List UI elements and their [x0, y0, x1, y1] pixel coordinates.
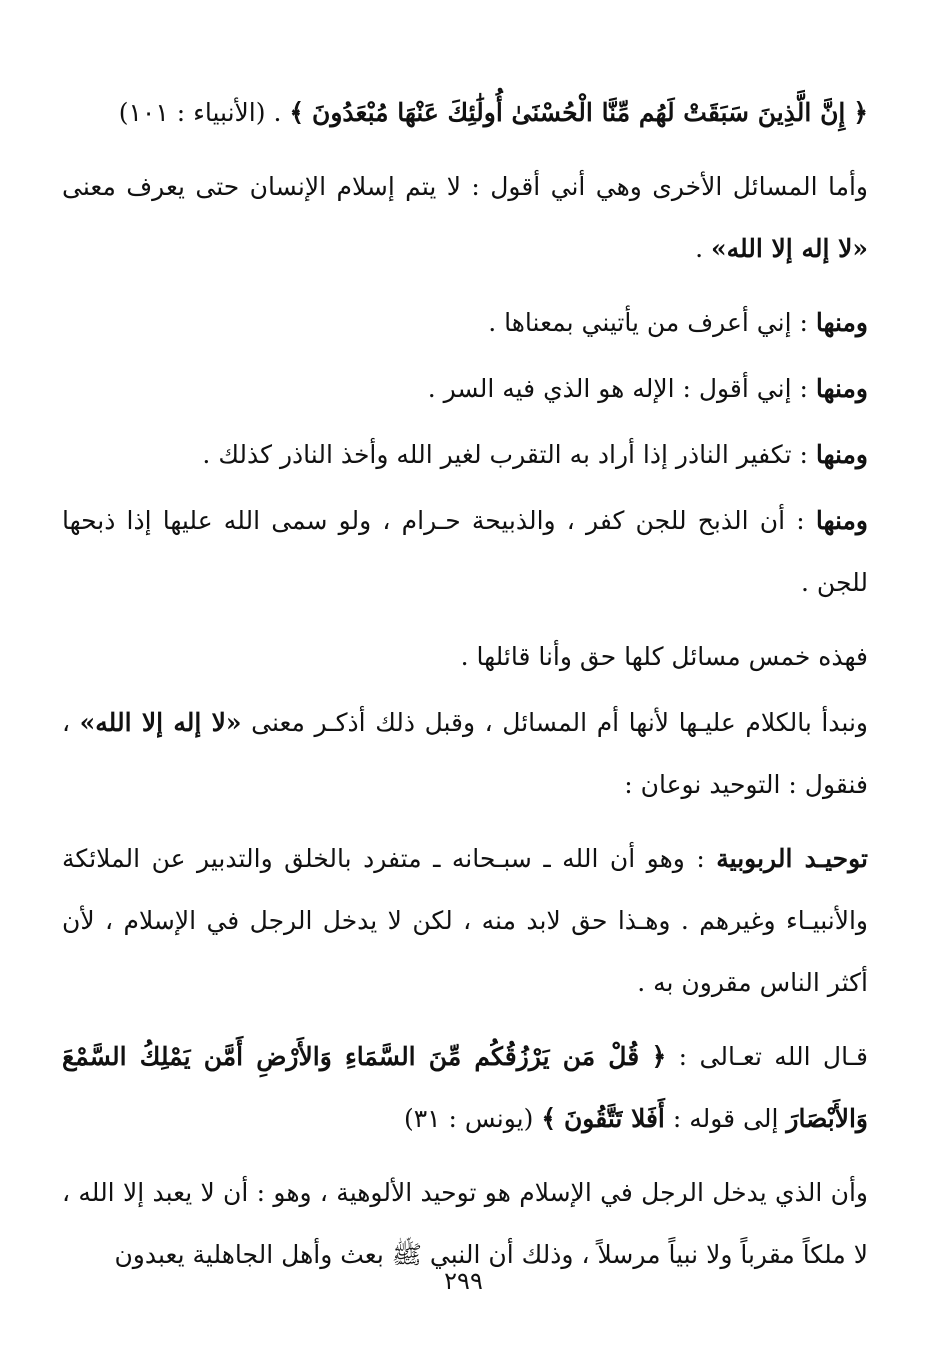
paragraph-issue-3	[62, 424, 868, 486]
issue-lead: ومنها	[815, 308, 868, 337]
term-heading: توحيـد الربوبية	[716, 844, 868, 873]
paragraph-issue-1	[62, 292, 868, 354]
issue-text: : إني أعرف من يأتيني بمعناها .	[488, 308, 816, 337]
paragraph-text: قـال الله تعـالى :	[666, 1042, 868, 1071]
verse-anbiya	[62, 82, 868, 144]
emphasis-shahada: «لا إله إلا الله»	[79, 708, 242, 737]
ayah-text: إِنَّ الَّذِينَ سَبَقَتْ لَهُم مِّنَّا الْحُسْنَىٰ أُولَٰئِكَ عَنْهَا مُبْعَدُونَ	[311, 98, 846, 127]
paragraph-text: وأن الذي يدخل الرجل في الإسلام هو توحيد الألوهية ، وهو : أن لا يعبد إلا الله ، لا ملكاً مقرباً ولا نبياً مرسلاً ، وذلك أن النبي ﷺ بعث وأهل الجاهلية يعبدون	[62, 1178, 868, 1269]
issue-lead: ومنها	[815, 374, 868, 403]
paragraph-text: وأما المسائل الأخرى وهي أني أقول : لا يتم إسلام الإنسان حتى يعرف معنى	[62, 172, 868, 201]
issue-lead: ومنها	[815, 506, 868, 535]
quran-open-bracket: ﴿	[853, 98, 868, 127]
paragraph-rububiyya	[62, 828, 868, 1014]
paragraph-issue-2	[62, 358, 868, 420]
paragraph-text-end: ، فنقول : التوحيد نوعان :	[62, 708, 868, 799]
ayah-reference: (الأنبياء : ١٠١)	[118, 98, 266, 127]
paragraph-text: فهذه خمس مسائل كلها حق وأنا قائلها .	[460, 642, 868, 671]
paragraph-text: ونبدأ بالكلام عليـها لأنها أم المسائل ، وقبل ذلك أذكـر معنى	[241, 708, 868, 737]
ayah-text-end: أَفَلا تَتَّقُونَ	[563, 1104, 665, 1133]
paragraph-issue-4	[62, 490, 868, 614]
page-body	[62, 82, 868, 1269]
ayah-text: قُلْ مَن يَرْزُقُكُم مِّنَ السَّمَاءِ وَالأَرْضِ أَمَّن يَمْلِكُ السَّمْعَ وَالأَبْصَارَ	[62, 1042, 868, 1133]
paragraph-text-mid: إلى قوله :	[664, 1104, 787, 1133]
quran-open-bracket: ﴿	[651, 1042, 667, 1071]
page-number: ٢٩٩	[444, 1267, 483, 1295]
issue-text: : تكفير الناذر إذا أراد به التقرب لغير الله وأخذ الناذر كذلك .	[202, 440, 816, 469]
punctuation: .	[265, 98, 282, 127]
issue-text: : أن الذبح للجن كفر ، والذبيحة حـرام ، ولو سمى الله عليها إذا ذبحها للجن .	[62, 506, 868, 597]
paragraph-text: : وهو أن الله ـ سبـحانه ـ متفرد بالخلق والتدبير عن الملائكة والأنبيـاء وغيرهم . وهـذا حق لابد منه ، لكن لا يدخل الرجل في الإسلام ، لأن أكثر الناس مقرون به .	[62, 844, 868, 997]
paragraph-summary	[62, 626, 868, 688]
paragraph-other-issues	[62, 156, 868, 280]
paragraph-begin	[62, 692, 868, 816]
ayah-reference: (يونس : ٣١)	[403, 1104, 542, 1133]
paragraph-text-end: .	[695, 234, 711, 263]
quran-close-bracket: ﴾	[289, 98, 305, 127]
quran-close-bracket: ﴾	[541, 1104, 556, 1133]
verse-yunus	[62, 1026, 868, 1150]
issue-text: : إني أقول : الإله هو الذي فيه السر .	[427, 374, 816, 403]
issue-lead: ومنها	[815, 440, 868, 469]
emphasis-shahada: «لا إله إلا الله»	[710, 234, 868, 263]
